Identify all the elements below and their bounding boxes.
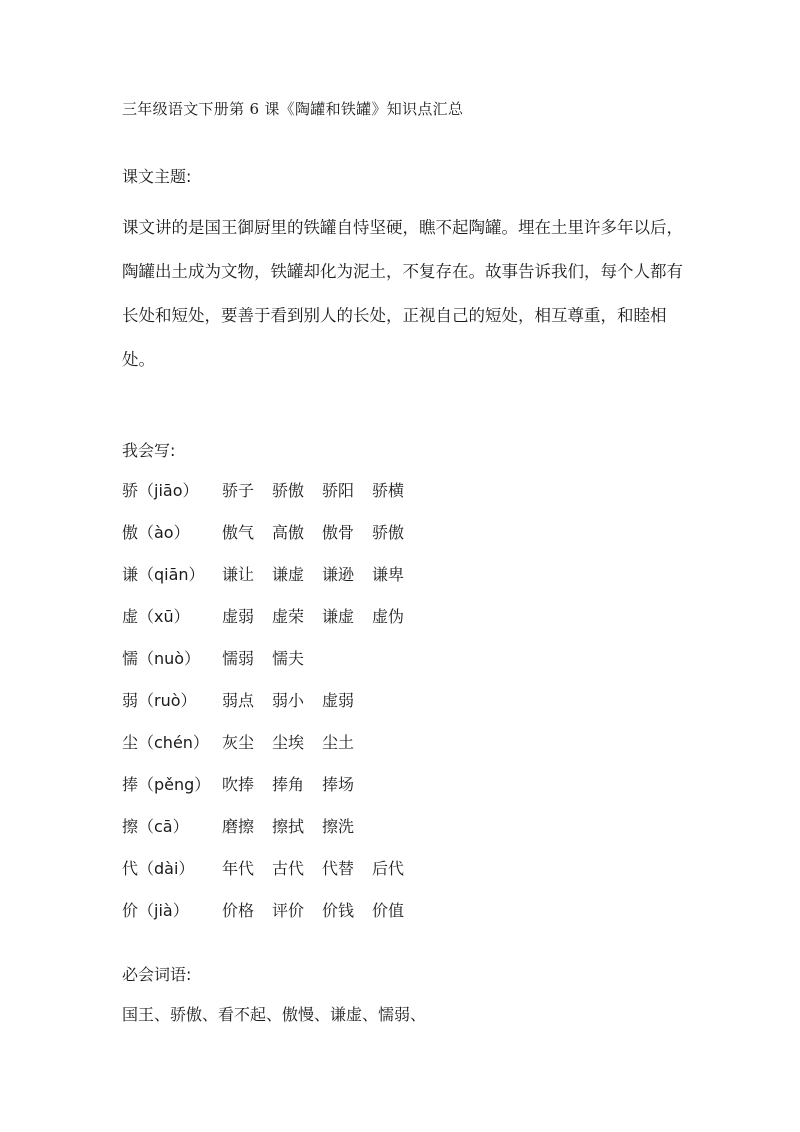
- example-word: 虚弱: [322, 691, 355, 710]
- character-pinyin: 价（jià）: [122, 901, 189, 920]
- example-word: 代替: [322, 859, 355, 878]
- vocabulary-heading: 必会词语:: [122, 965, 192, 984]
- example-word: 骄阳: [322, 481, 355, 500]
- character-pinyin: 尘（chén）: [122, 733, 209, 752]
- example-word: 懦弱: [222, 649, 255, 668]
- theme-heading: 课文主题:: [122, 167, 192, 186]
- example-word: 吹捧: [222, 775, 255, 794]
- character-row: [122, 764, 422, 806]
- example-word: 虚弱: [222, 607, 255, 626]
- example-word: 捧场: [322, 775, 355, 794]
- example-word: 谦虚: [322, 607, 355, 626]
- example-word: 虚伪: [372, 607, 405, 626]
- character-row: [122, 638, 422, 680]
- example-word: 傲骨: [322, 523, 355, 542]
- example-word: 弱点: [222, 691, 255, 710]
- example-word: 谦逊: [322, 565, 355, 584]
- writing-character-list: [122, 470, 422, 932]
- example-word: 捧角: [272, 775, 305, 794]
- example-word: 尘土: [322, 733, 355, 752]
- character-row: [122, 470, 422, 512]
- example-word: 傲气: [222, 523, 255, 542]
- example-word: 骄子: [222, 481, 255, 500]
- character-row: [122, 848, 422, 890]
- character-pinyin: 傲（ào）: [122, 523, 190, 542]
- character-pinyin: 虚（xū）: [122, 607, 190, 626]
- theme-paragraph: 课文讲的是国王御厨里的铁罐自恃坚硬，瞧不起陶罐。埋在土里许多年以后，陶罐出土成为文物，铁罐却化为泥土，不复存在。故事告诉我们，每个人都有长处和短处，要善于看到别人的长处，正视自己的短处，相互尊重，和睦相处。: [122, 218, 683, 369]
- character-row: [122, 554, 422, 596]
- example-word: 价钱: [322, 901, 355, 920]
- example-word: 谦虚: [272, 565, 305, 584]
- example-word: 谦卑: [372, 565, 405, 584]
- example-word: 弱小: [272, 691, 305, 710]
- example-word: 虚荣: [272, 607, 305, 626]
- example-word: 擦洗: [322, 817, 355, 836]
- character-row: [122, 596, 422, 638]
- character-row: [122, 680, 422, 722]
- example-word: 懦夫: [272, 649, 305, 668]
- writing-heading: 我会写:: [122, 441, 176, 460]
- example-word: 年代: [222, 859, 255, 878]
- character-row: [122, 890, 422, 932]
- character-pinyin: 代（dài）: [122, 859, 195, 878]
- example-word: 尘埃: [272, 733, 305, 752]
- character-pinyin: 擦（cā）: [122, 817, 189, 836]
- example-word: 骄傲: [372, 523, 405, 542]
- example-word: 谦让: [222, 565, 255, 584]
- example-word: 骄横: [372, 481, 405, 500]
- example-word: 评价: [272, 901, 305, 920]
- example-word: 价值: [372, 901, 405, 920]
- vocabulary-line: 国王、骄傲、看不起、傲慢、谦虚、懦弱、: [122, 1005, 427, 1024]
- example-word: 擦拭: [272, 817, 305, 836]
- character-pinyin: 懦（nuò）: [122, 649, 201, 668]
- character-pinyin: 骄（jiāo）: [122, 481, 199, 500]
- example-word: 后代: [372, 859, 405, 878]
- example-word: 价格: [222, 901, 255, 920]
- example-word: 磨擦: [222, 817, 255, 836]
- example-word: 灰尘: [222, 733, 255, 752]
- example-word: 古代: [272, 859, 305, 878]
- example-word: 高傲: [272, 523, 305, 542]
- character-pinyin: 谦（qiān）: [122, 565, 205, 584]
- document-title: 三年级语文下册第 6 课《陶罐和铁罐》知识点汇总: [122, 100, 464, 118]
- character-pinyin: 弱（ruò）: [122, 691, 197, 710]
- character-row: [122, 722, 422, 764]
- character-row: [122, 806, 422, 848]
- character-row: [122, 512, 422, 554]
- character-pinyin: 捧（pěng）: [122, 775, 211, 794]
- example-word: 骄傲: [272, 481, 305, 500]
